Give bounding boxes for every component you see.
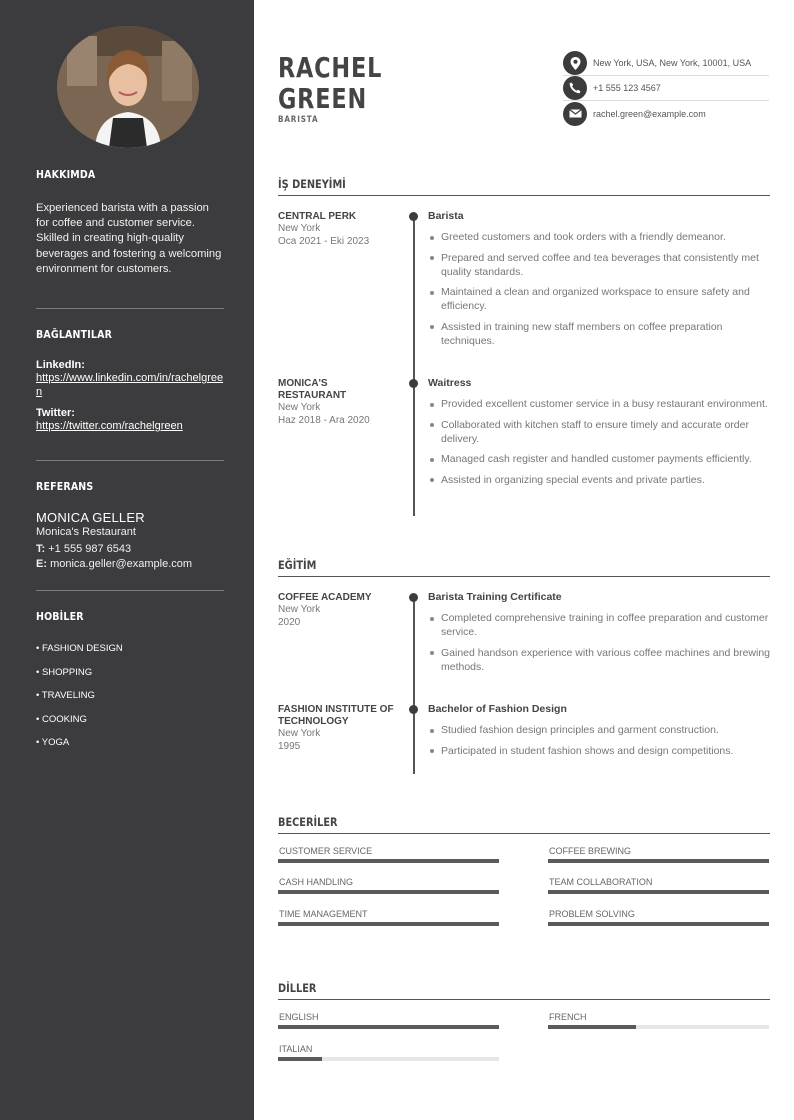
employer: MONICA'S RESTAURANT: [278, 378, 347, 401]
profile-photo: [57, 26, 199, 148]
job-bullet: Collaborated with kitchen staff to ensure timely and accurate order delivery.: [428, 418, 770, 446]
linkedin-label: LinkedIn:: [36, 359, 85, 371]
hobbies-section: [36, 610, 224, 761]
divider: [36, 590, 224, 591]
job-bullet: Maintained a clean and organized workspace to ensure safety and efficiency.: [428, 285, 770, 313]
job-bullet: Assisted in organizing special events and private parties.: [428, 473, 770, 487]
about-title: HAKKIMDA: [36, 168, 96, 181]
timeline-dot: [409, 212, 418, 221]
job-bullet: Greeted customers and took orders with a friendly demeanor.: [428, 230, 770, 244]
email-text: rachel.green@example.com: [593, 108, 706, 119]
about-section: [36, 168, 224, 277]
reference-phone-label: T:: [36, 543, 46, 555]
links-title: BAĞLANTILAR: [36, 328, 113, 341]
job-location: New York: [278, 223, 321, 234]
job-title: BARISTA: [278, 115, 319, 125]
languages-title: DİLLER: [278, 981, 770, 1000]
skill-bar: [278, 922, 499, 926]
job-location: New York: [278, 402, 321, 413]
timeline-dot: [409, 705, 418, 714]
school-dates: 2020: [278, 616, 301, 628]
employer: CENTRAL PERK: [278, 211, 357, 222]
degree: Bachelor of Fashion Design: [428, 703, 567, 715]
language-name: ENGLISH: [279, 1012, 319, 1022]
language-item: [278, 1012, 499, 1029]
divider: [36, 308, 224, 309]
language-name: FRENCH: [549, 1012, 587, 1022]
job-bullet: Managed cash register and handled customer payments efficiently.: [428, 452, 770, 466]
linkedin-link[interactable]: https://www.linkedin.com/in/rachelgreen: [36, 372, 224, 398]
skill-name: TEAM COLLABORATION: [549, 877, 653, 887]
skill-bar-fill: [548, 922, 769, 926]
language-bar: [278, 1057, 499, 1061]
education-bullet: Completed comprehensive training in coffee preparation and customer service.: [428, 611, 770, 639]
education-entry-meta: [278, 592, 398, 629]
language-bar-fill: [548, 1025, 636, 1029]
skill-bar-fill: [278, 859, 499, 863]
skill-name: TIME MANAGEMENT: [279, 909, 368, 919]
reference-email-label: E:: [36, 558, 47, 570]
about-text: Experienced barista with a passion for coffee and customer service. Skilled in creating high-quality beverages and fostering a welcoming environment for customers.: [36, 202, 222, 275]
experience-entry-meta: [278, 378, 398, 427]
skill-bar-fill: [278, 922, 499, 926]
experience-timeline: [413, 214, 415, 516]
last-name: GREEN: [278, 82, 367, 115]
reference-title: REFERANS: [36, 480, 94, 493]
language-bar-fill: [278, 1025, 499, 1029]
job-dates: Oca 2021 - Eki 2023: [278, 235, 370, 247]
reference-email: monica.geller@example.com: [50, 558, 193, 570]
education-bullet: Studied fashion design principles and garment construction.: [428, 723, 770, 737]
school-dates: 1995: [278, 740, 301, 752]
phone-icon: [563, 76, 587, 100]
skill-bar: [278, 859, 499, 863]
skill-bar-fill: [548, 890, 769, 894]
job-dates: Haz 2018 - Ara 2020: [278, 414, 370, 426]
reference-company: Monica's Restaurant: [36, 526, 136, 538]
skill-bar: [548, 859, 769, 863]
candidate-name: [278, 52, 382, 114]
skill-item: [278, 877, 499, 894]
phone-text: +1 555 123 4567: [593, 83, 661, 93]
skill-item: [278, 846, 499, 863]
reference-phone: +1 555 987 6543: [48, 543, 132, 555]
school-location: New York: [278, 604, 321, 615]
twitter-label: Twitter:: [36, 407, 75, 419]
hobby-item: • TRAVELING: [36, 690, 95, 701]
skills-title: BECERİLER: [278, 815, 770, 834]
skill-item: [548, 846, 769, 863]
education-bullet: Participated in student fashion shows and design competitions.: [428, 744, 770, 758]
skill-item: [548, 909, 769, 926]
job-bullet: Prepared and served coffee and tea beverages that consistently met quality standards.: [428, 251, 770, 279]
school: COFFEE ACADEMY: [278, 592, 372, 603]
contact-phone: [563, 76, 769, 101]
school: FASHION INSTITUTE OF TECHNOLOGY: [278, 704, 394, 727]
experience-entry-details: [428, 377, 770, 493]
twitter-link[interactable]: https://twitter.com/rachelgreen: [36, 420, 183, 432]
timeline-dot: [409, 379, 418, 388]
job-bullet: Provided excellent customer service in a busy restaurant environment.: [428, 397, 770, 411]
first-name: RACHEL: [278, 51, 383, 84]
skill-bar-fill: [548, 859, 769, 863]
skill-bar: [278, 890, 499, 894]
job-position: Waitress: [428, 377, 472, 389]
divider: [36, 460, 224, 461]
location-pin-icon: [563, 51, 587, 75]
reference-name: MONICA GELLER: [36, 510, 145, 525]
skill-name: CUSTOMER SERVICE: [279, 846, 373, 856]
education-entry-details: [428, 591, 770, 680]
hobby-item: • SHOPPING: [36, 666, 93, 678]
hobbies-title: HOBİLER: [36, 610, 84, 623]
skill-name: CASH HANDLING: [279, 877, 354, 887]
education-entry-meta: [278, 704, 398, 753]
experience-entry-meta: [278, 211, 398, 248]
language-item: [278, 1044, 499, 1061]
job-bullet: Assisted in training new staff members on coffee preparation techniques.: [428, 320, 770, 348]
education-entry-details: [428, 703, 770, 764]
language-bar-fill: [278, 1057, 322, 1061]
education-timeline: [413, 595, 415, 774]
links-section: [36, 328, 224, 433]
language-bar: [548, 1025, 769, 1029]
skill-item: [278, 909, 499, 926]
timeline-dot: [409, 593, 418, 602]
contact-address: [563, 51, 769, 76]
school-location: New York: [278, 728, 321, 739]
language-name: ITALIAN: [279, 1044, 313, 1054]
skill-item: [548, 877, 769, 894]
experience-entry-details: [428, 210, 770, 354]
job-position: Barista: [428, 210, 464, 222]
reference-section: [36, 480, 224, 572]
experience-title: İŞ DENEYİMİ: [278, 177, 770, 196]
envelope-icon: [563, 102, 587, 126]
hobby-item: • COOKING: [36, 713, 87, 725]
language-bar: [278, 1025, 499, 1029]
skill-bar: [548, 890, 769, 894]
skill-bar-fill: [278, 890, 499, 894]
skill-bar: [548, 922, 769, 926]
contact-email: [563, 101, 769, 126]
address-text: New York, USA, New York, 10001, USA: [593, 58, 752, 68]
language-item: [548, 1012, 769, 1029]
education-bullet: Gained handson experience with various coffee machines and brewing methods.: [428, 646, 770, 674]
hobby-item: • FASHION DESIGN: [36, 643, 123, 654]
skill-name: COFFEE BREWING: [549, 846, 632, 856]
degree: Barista Training Certificate: [428, 591, 562, 603]
skill-name: PROBLEM SOLVING: [549, 909, 635, 919]
hobby-item: • YOGA: [36, 737, 70, 748]
sidebar: [0, 0, 254, 1120]
education-title: EĞİTİM: [278, 558, 770, 577]
